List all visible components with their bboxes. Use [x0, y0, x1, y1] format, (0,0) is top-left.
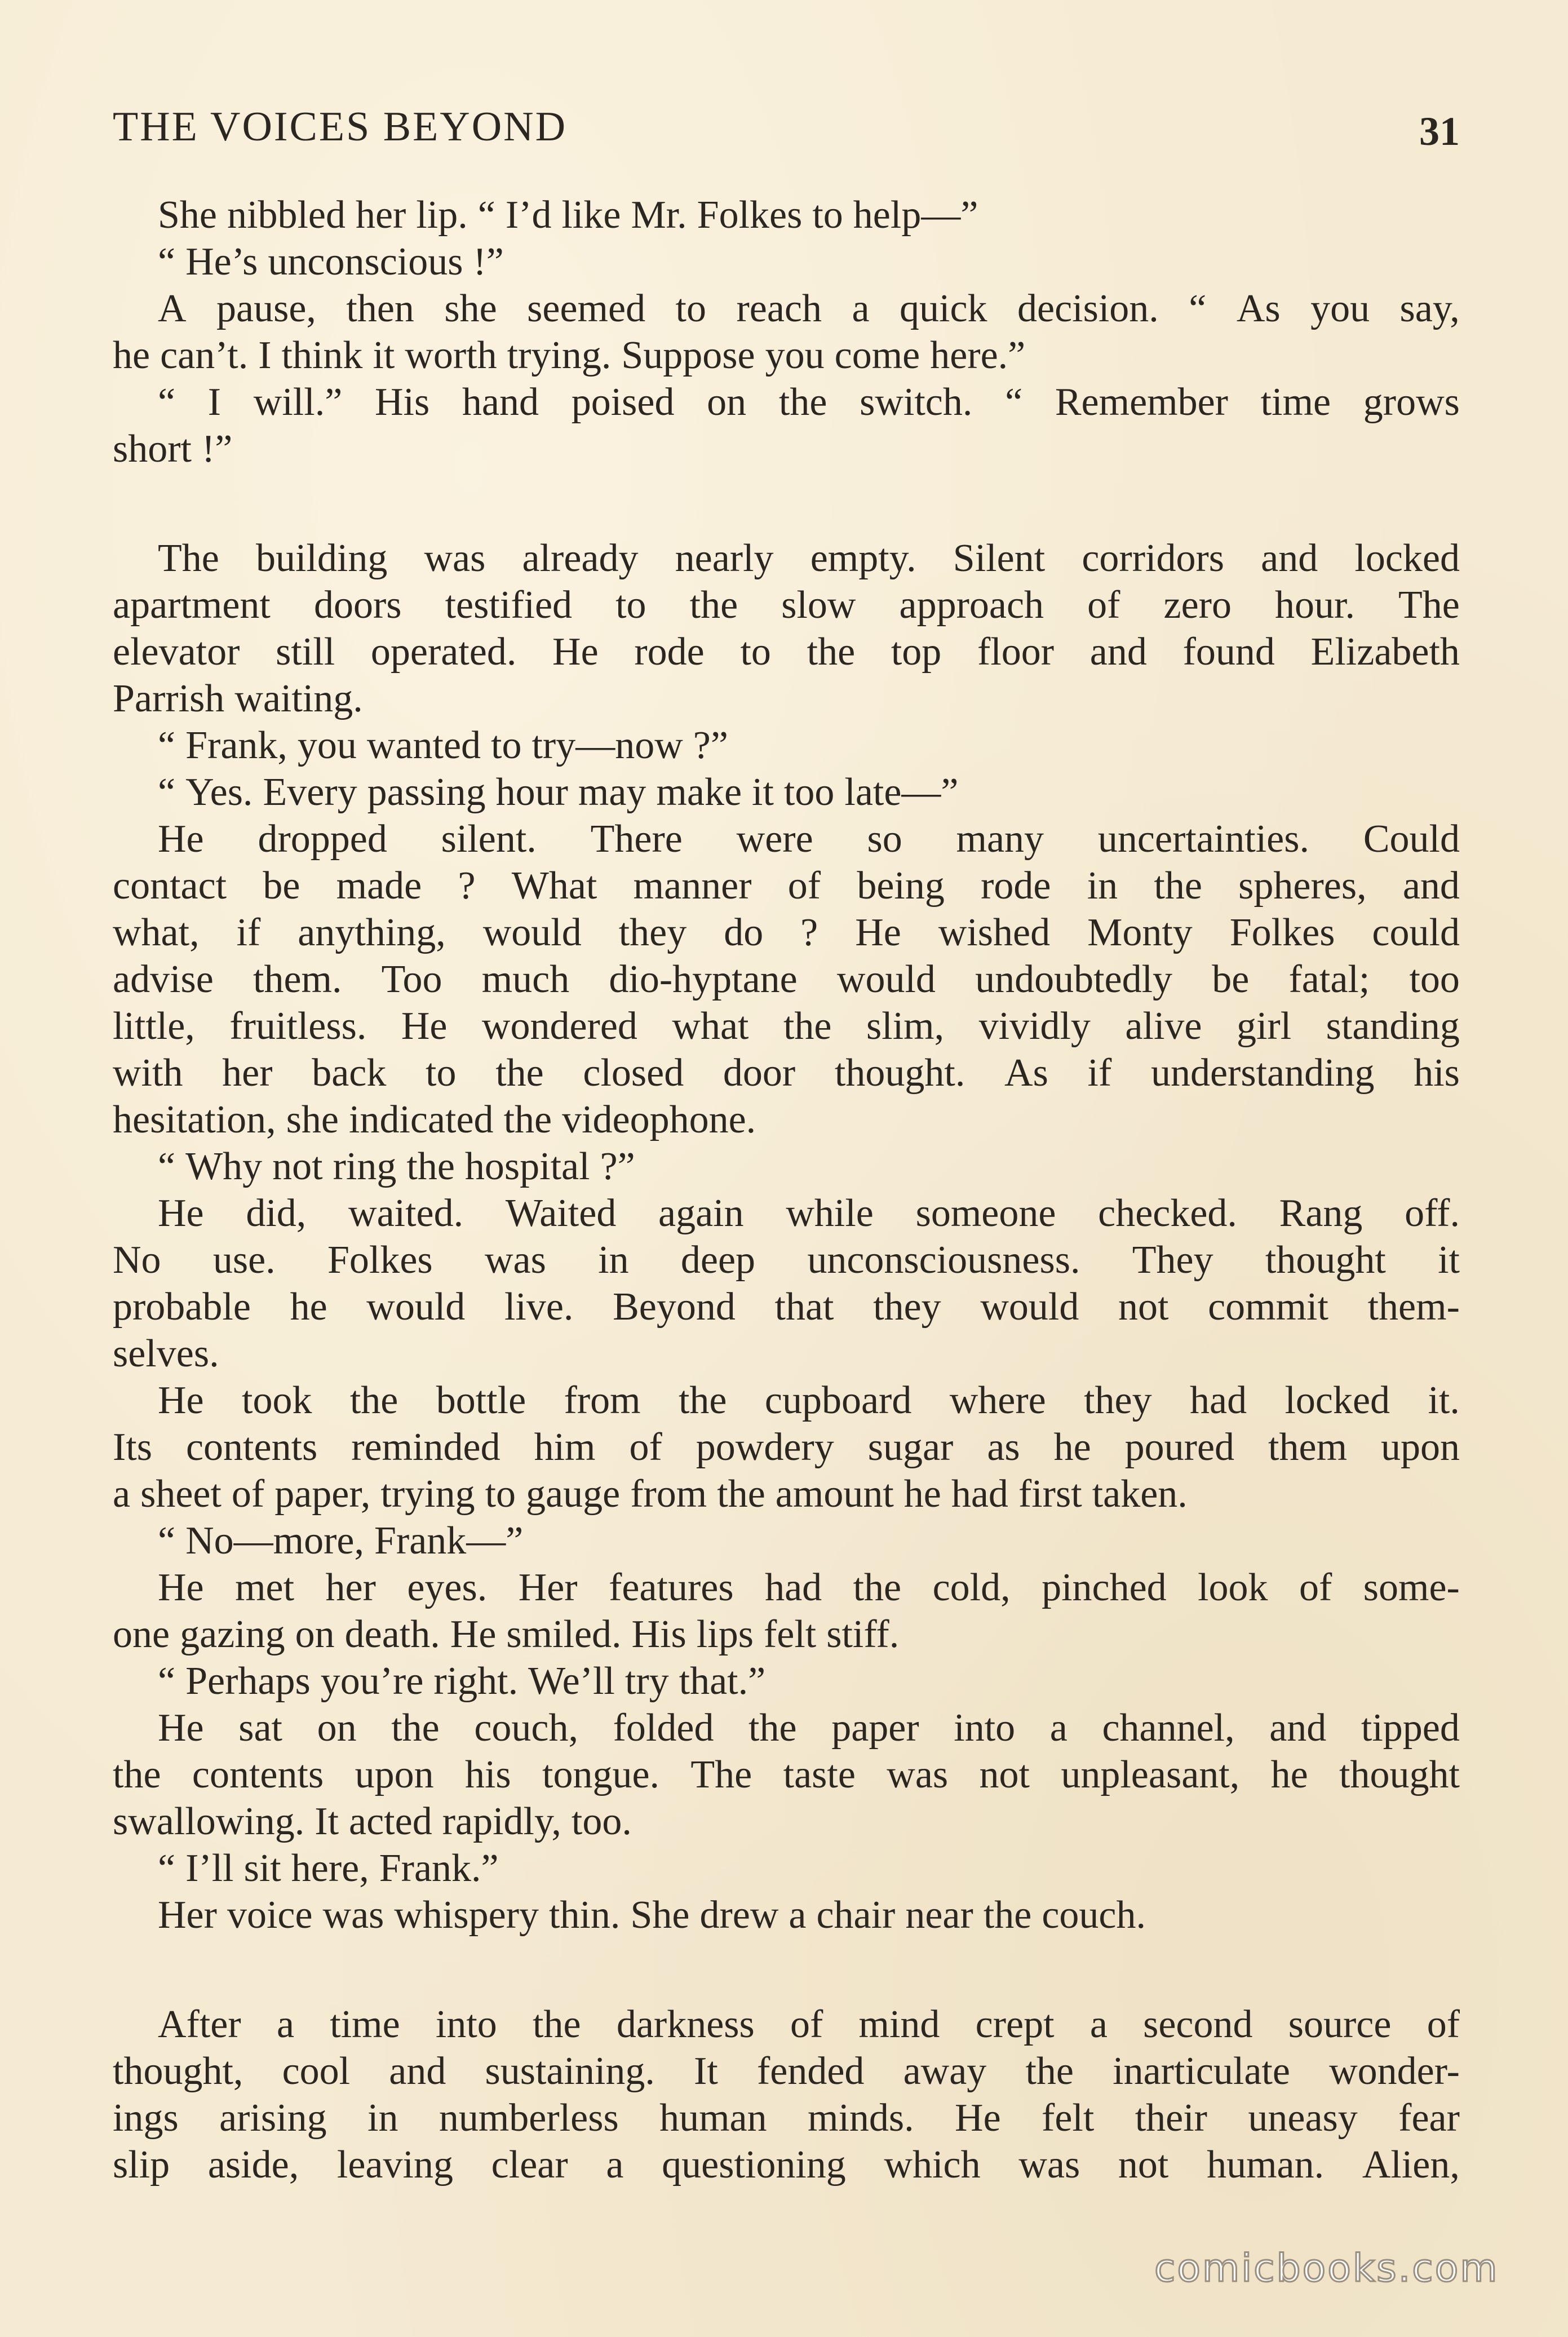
paragraph	[113, 192, 1460, 238]
text-line: probable he would live. Beyond that they would not commit them-	[113, 1285, 1460, 1329]
paragraph	[113, 1658, 1460, 1705]
paragraph	[113, 379, 1460, 472]
paragraph	[113, 769, 1460, 816]
text-line: “ No—more, Frank—”	[158, 1519, 524, 1563]
text-line: “ Yes. Every passing hour may make it too late—”	[158, 771, 959, 814]
text-line: slip aside, leaving clear a questioning which was not human. Alien,	[113, 2143, 1460, 2186]
text-line: Parrish waiting.	[113, 677, 363, 720]
text-line: what, if anything, would they do ? He wished Monty Folkes could	[113, 911, 1460, 954]
page-number: 31	[1419, 109, 1460, 154]
paragraph	[113, 1143, 1460, 1190]
paragraph	[113, 722, 1460, 769]
text-line: apartment doors testified to the slow approach of zero hour. The	[113, 583, 1460, 627]
paragraph	[113, 816, 1460, 1143]
text-line: elevator still operated. He rode to the top floor and found Elizabeth	[113, 630, 1460, 674]
paragraph	[113, 1892, 1460, 1938]
text-line: “ I will.” His hand poised on the switch. “ Remember time grows	[158, 380, 1460, 424]
text-line: He dropped silent. There were so many uncertainties. Could	[158, 817, 1460, 861]
text-line: No use. Folkes was in deep unconsciousness. They thought it	[113, 1238, 1460, 1282]
text-line: Her voice was whispery thin. She drew a chair near the couch.	[158, 1893, 1146, 1937]
body-text	[113, 192, 1460, 2188]
text-line: “ Frank, you wanted to try—now ?”	[158, 724, 728, 767]
text-line: He took the bottle from the cupboard where they had locked it.	[158, 1379, 1460, 1422]
text-line: Its contents reminded him of powdery sugar as he poured them upon	[113, 1426, 1460, 1469]
text-line: He sat on the couch, folded the paper into a channel, and tipped	[158, 1706, 1460, 1750]
text-line: the contents upon his tongue. The taste was not unpleasant, he thought	[113, 1753, 1460, 1796]
text-line: he can’t. I think it worth trying. Suppose you come here.”	[113, 334, 1026, 377]
running-head	[113, 96, 1460, 158]
text-line: little, fruitless. He wondered what the slim, vividly alive girl standing	[113, 1004, 1460, 1048]
text-line: selves.	[113, 1332, 219, 1375]
text-line: The building was already nearly empty. Silent corridors and locked	[158, 537, 1460, 580]
text-line: “ I’ll sit here, Frank.”	[158, 1847, 499, 1890]
text-line: “ He’s unconscious !”	[158, 240, 504, 284]
paragraph	[113, 1564, 1460, 1658]
text-line: hesitation, she indicated the videophone.	[113, 1098, 756, 1141]
paragraph	[113, 1190, 1460, 1377]
text-line: She nibbled her lip. “ I’d like Mr. Folkes to help—”	[158, 193, 978, 237]
text-line: He did, waited. Waited again while someone checked. Rang off.	[158, 1192, 1460, 1235]
running-title: THE VOICES BEYOND	[113, 104, 568, 150]
paragraph	[113, 1517, 1460, 1564]
paragraph	[113, 1705, 1460, 1845]
paragraph	[113, 535, 1460, 722]
text-line: ings arising in numberless human minds. He felt their uneasy fear	[113, 2096, 1460, 2140]
text-line: a sheet of paper, trying to gauge from the amount he had first taken.	[113, 1472, 1188, 1516]
text-line: After a time into the darkness of mind crept a second source of	[158, 2003, 1460, 2046]
section-break	[113, 1938, 1460, 2001]
section-break	[113, 472, 1460, 535]
text-line: “ Why not ring the hospital ?”	[158, 1145, 635, 1188]
text-line: one gazing on death. He smiled. His lips felt stiff.	[113, 1613, 900, 1656]
text-line: thought, cool and sustaining. It fended away the inarticulate wonder-	[113, 2050, 1460, 2093]
paragraph	[113, 1377, 1460, 1517]
text-line: A pause, then she seemed to reach a quick decision. “ As you say,	[158, 287, 1460, 330]
text-line: advise them. Too much dio-hyptane would undoubtedly be fatal; too	[113, 958, 1460, 1001]
paragraph	[113, 2001, 1460, 2188]
paragraph	[113, 238, 1460, 285]
text-line: with her back to the closed door thought. As if understanding his	[113, 1051, 1460, 1095]
text-line: swallowing. It acted rapidly, too.	[113, 1800, 632, 1843]
text-line: short !”	[113, 427, 233, 471]
text-line: “ Perhaps you’re right. We’ll try that.”	[158, 1659, 766, 1703]
watermark: comicbooks.com	[1154, 2246, 1499, 2291]
text-line: contact be made ? What manner of being rode in the spheres, and	[113, 864, 1460, 908]
paragraph	[113, 1845, 1460, 1892]
paragraph	[113, 285, 1460, 379]
text-line: He met her eyes. Her features had the cold, pinched look of some-	[158, 1566, 1460, 1609]
